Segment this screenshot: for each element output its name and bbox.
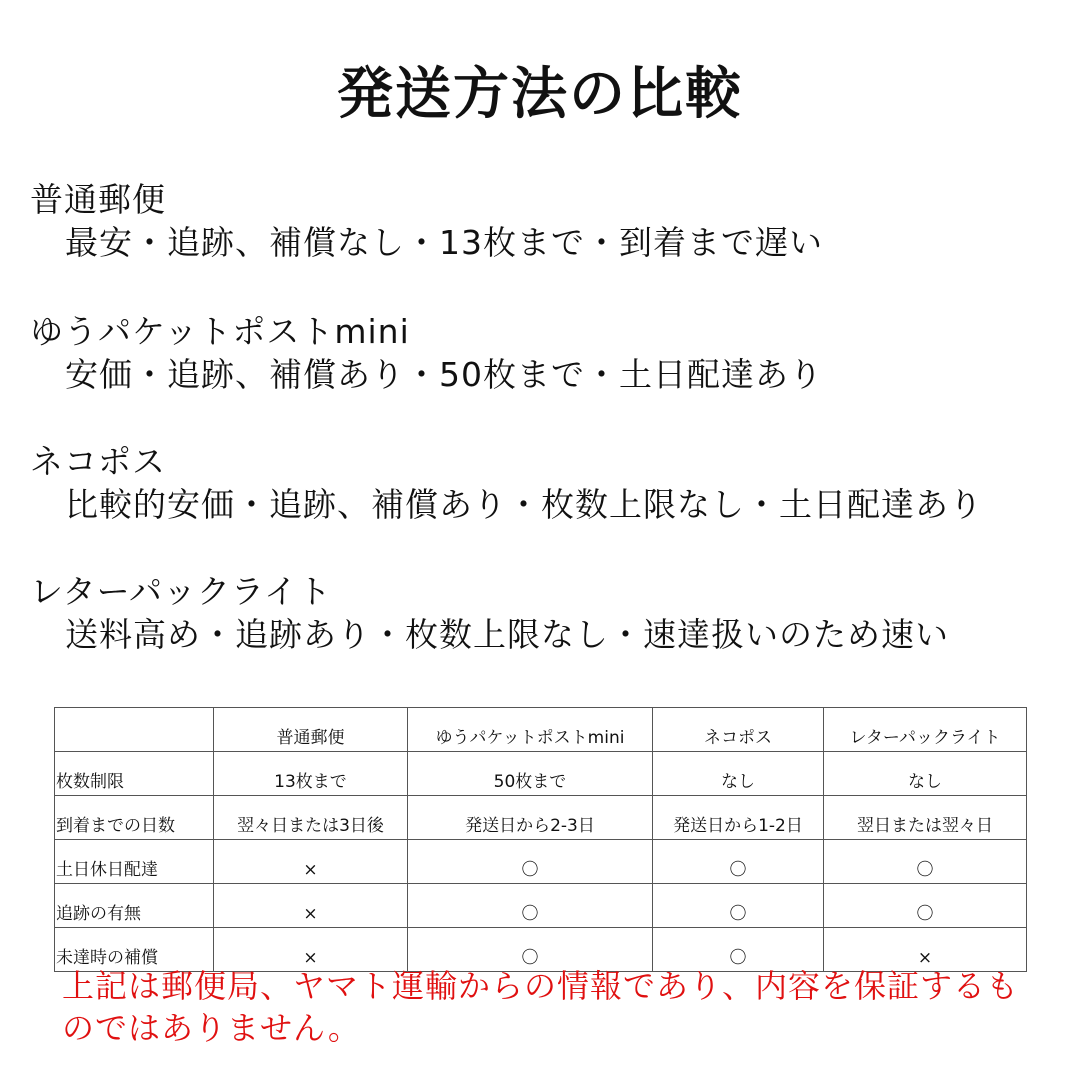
circle-mark-icon: 〇	[408, 884, 653, 928]
section-desc: 送料高め・追跡あり・枚数上限なし・速達扱いのため速い	[65, 615, 949, 654]
section-nekopos	[30, 442, 983, 525]
circle-mark-icon: 〇	[653, 840, 824, 884]
comparison-table	[54, 707, 1027, 972]
cross-mark-icon: ×	[214, 884, 408, 928]
section-desc: 最安・追跡、補償なし・13枚まで・到着まで遅い	[65, 223, 823, 262]
page-title: 発送方法の比較	[337, 62, 743, 127]
table-cell: 発送日から2-3日	[408, 796, 653, 840]
header-cell-empty	[55, 708, 214, 752]
table-cell: 翌日または翌々日	[824, 796, 1027, 840]
row-label: 土日休日配達	[55, 840, 214, 884]
row-label: 枚数制限	[55, 752, 214, 796]
section-name: ネコポス	[30, 442, 166, 481]
circle-mark-icon: 〇	[824, 884, 1027, 928]
header-cell: ゆうパケットポストmini	[408, 708, 653, 752]
section-name: レターパックライト	[30, 572, 333, 611]
table-cell: 発送日から1-2日	[653, 796, 824, 840]
table-cell: 13枚まで	[214, 752, 408, 796]
table-row	[55, 752, 1027, 796]
table-row	[55, 840, 1027, 884]
table-row	[55, 884, 1027, 928]
row-label: 追跡の有無	[55, 884, 214, 928]
section-yu-packet-post-mini	[30, 312, 823, 395]
row-label: 未達時の補償	[55, 928, 214, 972]
section-futsu-yubin	[30, 180, 823, 263]
table-cell: 翌々日または3日後	[214, 796, 408, 840]
circle-mark-icon: 〇	[653, 884, 824, 928]
header-cell: ネコポス	[653, 708, 824, 752]
section-name: 普通郵便	[30, 180, 166, 219]
circle-mark-icon: 〇	[408, 928, 653, 972]
header-cell: 普通郵便	[214, 708, 408, 752]
table-row	[55, 796, 1027, 840]
table-header-row	[55, 708, 1027, 752]
section-desc: 比較的安価・追跡、補償あり・枚数上限なし・土日配達あり	[65, 485, 983, 524]
table-cell: 50枚まで	[408, 752, 653, 796]
circle-mark-icon: 〇	[824, 840, 1027, 884]
cross-mark-icon: ×	[214, 928, 408, 972]
circle-mark-icon: 〇	[408, 840, 653, 884]
section-name: ゆうパケットポストmini	[30, 312, 410, 351]
circle-mark-icon: 〇	[653, 928, 824, 972]
cross-mark-icon: ×	[824, 928, 1027, 972]
disclaimer-note: 上記は郵便局、ヤマト運輸からの情報であり、内容を保証するものではありません。	[62, 967, 1020, 1047]
section-letterpack-light	[30, 572, 949, 655]
section-desc: 安価・追跡、補償あり・50枚まで・土日配達あり	[65, 355, 823, 394]
table-cell: なし	[653, 752, 824, 796]
header-cell: レターパックライト	[824, 708, 1027, 752]
cross-mark-icon: ×	[214, 840, 408, 884]
table-cell: なし	[824, 752, 1027, 796]
row-label: 到着までの日数	[55, 796, 214, 840]
